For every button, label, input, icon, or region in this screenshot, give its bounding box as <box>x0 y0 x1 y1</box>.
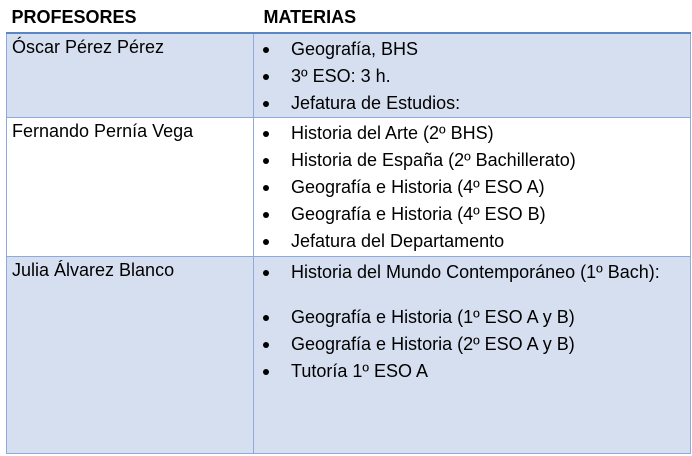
bullet-icon <box>263 74 269 80</box>
table-row <box>7 257 691 454</box>
subject-text: Geografía e Historia (4º ESO B) <box>291 204 546 224</box>
bullet-icon <box>263 239 269 245</box>
subject-text: Jefatura del Departamento <box>291 231 505 251</box>
bullet-icon <box>263 158 269 164</box>
bullet-icon <box>263 47 269 53</box>
list-item <box>254 201 690 228</box>
table-row <box>7 118 691 257</box>
subject-text: Historia de España (2º Bachillerato) <box>291 150 576 170</box>
teacher-name: Julia Álvarez Blanco <box>7 257 254 454</box>
list-item <box>254 259 690 286</box>
list-item <box>254 228 690 255</box>
subject-text: Historia del Arte (2º BHS) <box>291 123 494 143</box>
bullet-icon <box>263 131 269 137</box>
bullet-icon <box>263 212 269 218</box>
subject-text: Geografía e Historia (2º ESO A y B) <box>291 334 575 354</box>
subject-text: Jefatura de Estudios: <box>291 93 461 113</box>
list-item <box>254 358 690 385</box>
list-item <box>254 304 690 331</box>
subjects-list <box>254 257 690 385</box>
subjects-cell <box>254 257 691 454</box>
list-item <box>254 63 690 90</box>
list-item <box>254 174 690 201</box>
subject-text: Historia del Mundo Contemporáneo (1º Bach): <box>291 262 660 282</box>
subject-text: Geografía, BHS <box>291 39 419 59</box>
header-professors: PROFESORES <box>7 3 254 33</box>
list-item <box>254 36 690 63</box>
table-header-row <box>7 3 691 33</box>
bullet-icon <box>263 369 269 375</box>
subjects-cell <box>254 33 691 118</box>
subject-text: Geografía e Historia (1º ESO A y B) <box>291 307 575 327</box>
header-subjects: MATERIAS <box>254 3 691 33</box>
teacher-name: Óscar Pérez Pérez <box>7 33 254 118</box>
bullet-icon <box>263 315 269 321</box>
table-row <box>7 33 691 118</box>
subject-text: 3º ESO: 3 h. <box>291 66 391 86</box>
bullet-icon <box>263 185 269 191</box>
teachers-subjects-table <box>6 3 691 454</box>
subjects-cell <box>254 118 691 257</box>
subjects-list <box>254 118 690 255</box>
list-item <box>254 147 690 174</box>
list-item <box>254 120 690 147</box>
subjects-list <box>254 34 690 117</box>
bullet-icon <box>263 342 269 348</box>
subject-text: Tutoría 1º ESO A <box>291 361 428 381</box>
list-item <box>254 331 690 358</box>
teacher-name: Fernando Pernía Vega <box>7 118 254 257</box>
bullet-icon <box>263 270 269 276</box>
list-item <box>254 90 690 117</box>
subject-text: Geografía e Historia (4º ESO A) <box>291 177 545 197</box>
bullet-icon <box>263 101 269 107</box>
